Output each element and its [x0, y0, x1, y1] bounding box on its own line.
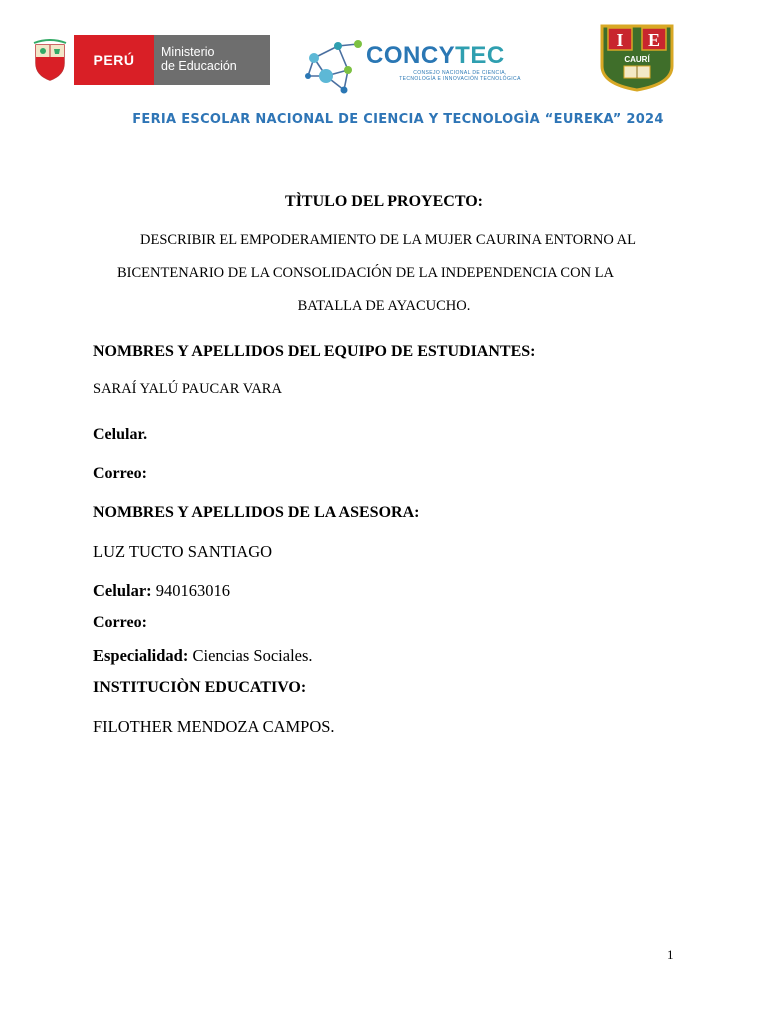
peru-label: PERÚ: [74, 35, 154, 85]
ie-name: CAURÍ: [624, 55, 650, 64]
advisor-correo-label: Correo:: [93, 614, 147, 631]
advisor-heading: NOMBRES Y APELLIDOS DE LA ASESORA:: [93, 504, 420, 521]
concytec-subtitle: [384, 70, 536, 82]
advisor-celular: [93, 581, 230, 601]
feria-title: FERIA ESCOLAR NACIONAL DE CIENCIA Y TECNOLOGÌA “EUREKA” 2024: [132, 112, 664, 127]
page-number: 1: [667, 947, 674, 962]
project-title-heading: TÌTULO DEL PROYECTO:: [285, 193, 483, 210]
concytec-part1: CONCY: [366, 42, 456, 69]
network-nodes-icon: [304, 36, 366, 94]
ie-letter-right: E: [647, 30, 661, 50]
peru-coat-of-arms-icon: [32, 39, 68, 81]
ministerio-line2: de Educación: [161, 59, 237, 73]
project-title-line3: BATALLA DE AYACUCHO.: [297, 298, 471, 314]
school-shield-icon: [598, 22, 676, 92]
advisor-especialidad-value: Ciencias Sociales.: [192, 646, 313, 665]
project-title-line2: BICENTENARIO DE LA CONSOLIDACIÓN DE LA INDEPENDENCIA CON LA: [117, 265, 615, 281]
concytec-part2: TEC: [455, 42, 505, 69]
student-correo-label: Correo:: [93, 465, 147, 482]
advisor-celular-value: 940163016: [155, 581, 231, 600]
concytec-sub1: CONSEJO NACIONAL DE CIENCIA,: [413, 70, 507, 76]
concytec-sub2: TECNOLOGÍA E INNOVACIÓN TECNOLÓGICA: [399, 76, 521, 82]
students-heading: NOMBRES Y APELLIDOS DEL EQUIPO DE ESTUDIANTES:: [93, 343, 536, 360]
student-celular-label: Celular.: [93, 426, 148, 443]
student-name: SARAÍ YALÚ PAUCAR VARA: [93, 381, 282, 397]
advisor-especialidad: [93, 646, 313, 666]
concytec-logo: [304, 36, 540, 94]
ministerio-label: [154, 35, 270, 85]
institution-name: FILOTHER MENDOZA CAMPOS.: [93, 717, 335, 736]
project-title-line1: DESCRIBIR EL EMPODERAMIENTO DE LA MUJER CAURINA ENTORNO AL: [140, 232, 636, 248]
ministerio-educacion-logo: [32, 35, 270, 85]
institution-heading: INSTITUCIÒN EDUCATIVO:: [93, 679, 307, 696]
concytec-wordmark: [366, 42, 505, 70]
advisor-especialidad-label: Especialidad:: [93, 646, 189, 665]
advisor-name: LUZ TUCTO SANTIAGO: [93, 542, 273, 561]
ie-letter-left: I: [616, 30, 624, 50]
advisor-celular-label: Celular:: [93, 581, 152, 600]
ministerio-line1: Ministerio: [161, 45, 215, 59]
institution-emblem: [598, 22, 676, 92]
